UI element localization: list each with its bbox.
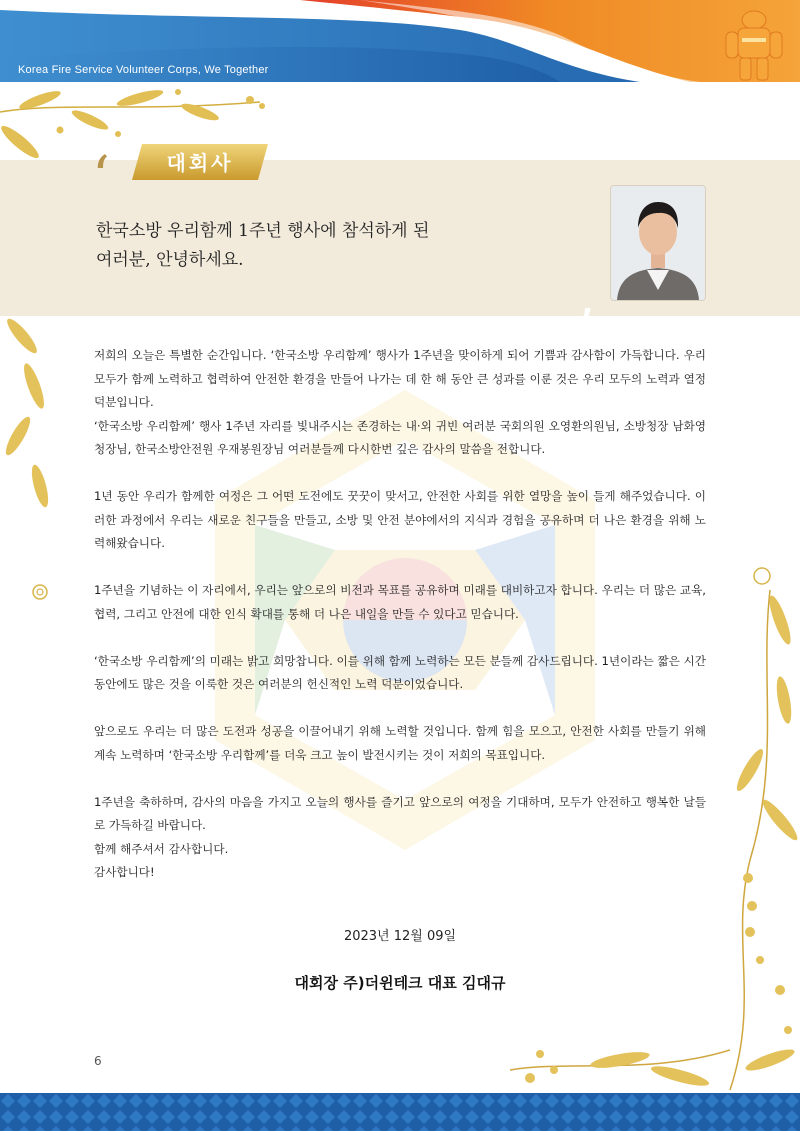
- signature-line: 대회장 주)더윈테크 대표 김대규: [294, 974, 506, 992]
- section-title: 대회사: [166, 151, 234, 175]
- body-paragraph: 1년 동안 우리가 함께한 여정은 그 어떤 도전에도 꿋꿋이 맞서고, 안전한 사회를 위한 열망을 높이 들게 해주었습니다. 이러한 과정에서 우리는 새로운 친구들을 만들고, 소방 및 안전 분야에서의 지식과 경험을 공유하며 더 나은 환경을 위해 노력해왔습니다.: [94, 489, 706, 550]
- header-tagline: Korea Fire Service Volunteer Corps, We Together: [18, 64, 269, 76]
- gold-swirl-icon: [30, 582, 50, 602]
- close-quote-mark: ,: [578, 263, 596, 328]
- body-paragraph: 앞으로도 우리는 더 많은 도전과 성공을 이끌어내기 위해 노력할 것입니다. 함께 힘을 모으고, 안전한 사회를 만들기 위해 계속 노력하며 ‘한국소방 우리함께’를 더욱 크고 높이 발전시키는 것이 저희의 목표입니다.: [94, 724, 706, 762]
- firefighter-icon: [718, 6, 790, 82]
- gold-branch-right: [690, 560, 800, 1090]
- portrait-photo: [610, 185, 706, 301]
- gold-branch-bottom: [510, 1020, 730, 1090]
- document-date: 2023년 12월 09일: [343, 929, 457, 944]
- body-paragraph: 저희의 오늘은 특별한 순간입니다. ‘한국소방 우리함께’ 행사가 1주년을 맞이하게 되어 기쁨과 감사함이 가득합니다. 우리 모두가 함께 노력하고 협력하여 안전한 환경을 만들어 나가는 데 한 해 동안 큰 성과를 이룬 것은 우리 모두의 노력과 열정 덕분입니다.: [94, 348, 706, 409]
- footer-band: [0, 1093, 800, 1131]
- body-paragraph: 1주년을 기념하는 이 자리에서, 우리는 앞으로의 비전과 목표를 공유하며 미래를 대비하고자 합니다. 우리는 더 많은 교육, 협력, 그리고 안전에 대한 인식 확대를 통해 더 나은 내일을 만들 수 있다고 믿습니다.: [94, 583, 706, 621]
- greeting-line-1: 한국소방 우리함께 1주년 행사에 참석하게 된: [96, 221, 430, 241]
- body-paragraph: ‘한국소방 우리함께’ 행사 1주년 자리를 빛내주시는 존경하는 내·외 귀빈 여러분 국회의원 오영환의원님, 소방청장 남화영 청장님, 한국소방안전원 우재봉원장님 여러분들께 다시한번 깊은 감사의 말씀을 전합니다.: [94, 418, 706, 456]
- person-icon: [611, 186, 705, 300]
- body-paragraph: 함께 해주셔서 감사합니다.: [94, 841, 229, 856]
- open-quote-mark: ‘: [92, 145, 110, 210]
- greeting-line-2: 여러분, 안녕하세요.: [96, 250, 244, 270]
- message-body: [94, 344, 706, 885]
- body-paragraph: 감사합니다!: [94, 865, 155, 879]
- body-paragraph: ‘한국소방 우리함께’의 미래는 밝고 희망찹니다. 이를 위해 함께 노력하는 모든 분들께 감사드립니다. 1년이라는 짧은 시간 동안에도 많은 것을 이룩한 것은 여러분의 헌신적인 노력 덕분이었습니다.: [94, 653, 706, 691]
- gold-leaves-left: [0, 316, 60, 526]
- page-number: 6: [94, 1054, 102, 1068]
- body-paragraph: 1주년을 축하하며, 감사의 마음을 가지고 오늘의 행사를 즐기고 앞으로의 여정을 기대하며, 모두가 안전하고 행복한 날들로 가득하길 바랍니다.: [94, 794, 706, 832]
